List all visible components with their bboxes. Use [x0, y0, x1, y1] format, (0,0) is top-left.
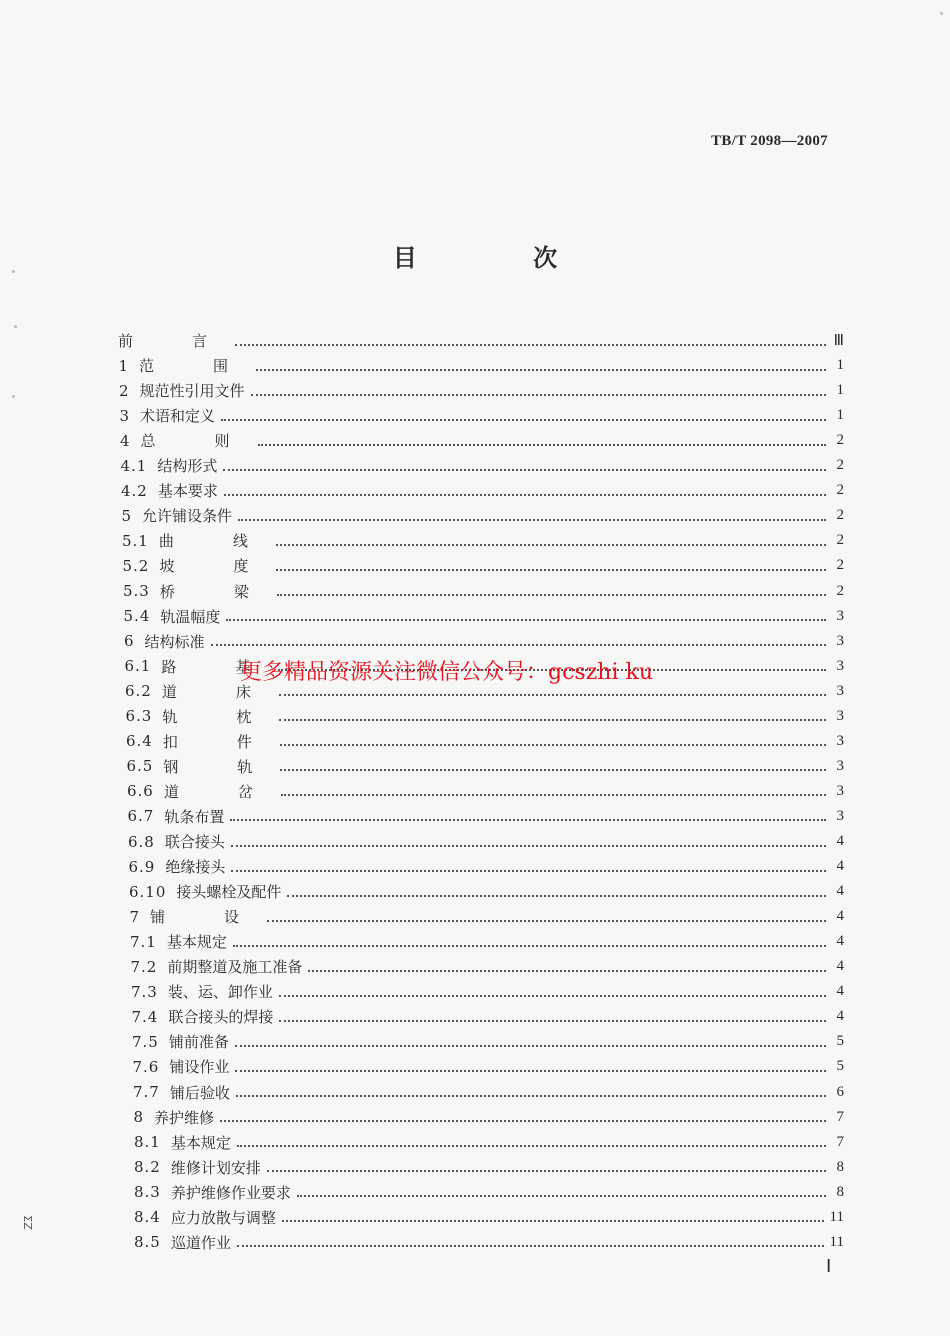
- toc-entry-label: 基本要求: [157, 482, 218, 501]
- toc-entry-number: 6: [124, 632, 135, 651]
- toc-entry[interactable]: [123, 579, 844, 604]
- toc-title: 目 次: [392, 244, 612, 272]
- toc-leader-dots: [267, 1168, 826, 1172]
- toc-entry-number: 8.3: [134, 1183, 161, 1202]
- toc-leader-dots: [211, 642, 826, 646]
- toc-entry-number: 5.1: [122, 531, 149, 550]
- toc-entry-label: 钢 轨: [163, 757, 275, 776]
- toc-entry[interactable]: [124, 604, 845, 629]
- toc-leader-dots: [223, 467, 826, 471]
- toc-entry[interactable]: [134, 1180, 844, 1205]
- toc-entry-label: 铺 设: [150, 908, 262, 927]
- toc-entry-label: 铺设作业: [169, 1058, 230, 1077]
- toc-leader-dots: [235, 342, 826, 346]
- toc-entry-page: Ⅲ: [833, 333, 844, 349]
- toc-entry-page: 2: [836, 482, 844, 499]
- toc-entry-label: 结构标准: [144, 632, 205, 651]
- toc-entry-page: 3: [836, 657, 844, 674]
- toc-entry[interactable]: [126, 729, 844, 754]
- toc-entry-label: 轨条布置: [164, 807, 225, 826]
- toc-entry-page: 11: [829, 1233, 844, 1250]
- scan-speck: [12, 395, 15, 398]
- toc-leader-dots: [256, 367, 826, 371]
- toc-leader-dots: [279, 717, 826, 721]
- toc-entry[interactable]: [122, 528, 844, 553]
- toc-leader-dots: [281, 792, 826, 796]
- toc-entry[interactable]: [133, 1054, 845, 1079]
- toc-entry-number: 6.4: [126, 732, 153, 751]
- toc-entry-label: 道 床: [161, 682, 273, 701]
- toc-leader-dots: [230, 817, 826, 821]
- toc-entry[interactable]: [132, 1029, 844, 1054]
- toc-entry[interactable]: [123, 553, 845, 578]
- toc-entry[interactable]: [133, 1080, 844, 1105]
- toc-entry-label: 坡 度: [159, 557, 271, 576]
- toc-entry-page: 11: [829, 1208, 844, 1225]
- toc-entry-label: 联合接头: [164, 833, 225, 851]
- toc-entry[interactable]: [134, 1205, 844, 1230]
- toc-entry-label: 养护维修: [154, 1108, 215, 1127]
- toc-entry-label: 规范性引用文件: [139, 382, 245, 401]
- toc-entry[interactable]: [127, 779, 844, 804]
- toc-entry-label: 术语和定义: [140, 407, 216, 426]
- toc-entry-page: 3: [836, 682, 844, 699]
- toc-entry-number: 6.8: [128, 832, 155, 851]
- toc-entry-label: 铺前准备: [168, 1033, 229, 1052]
- toc-entry-page: 6: [836, 1083, 844, 1100]
- toc-leader-dots: [237, 1143, 826, 1147]
- toc-entry-page: 4: [836, 883, 844, 900]
- toc-entry-label: 总 则: [140, 432, 252, 451]
- toc-leader-dots: [233, 943, 826, 947]
- toc-entry-page: 4: [836, 908, 844, 925]
- toc-entry-number: 6.3: [125, 707, 153, 726]
- toc-entry-label: 允许铺设条件: [142, 507, 233, 526]
- toc-entry-number: 6.7: [127, 807, 155, 826]
- toc-leader-dots: [221, 417, 826, 421]
- toc-entry-number: 6.9: [128, 857, 156, 876]
- toc-entry-page: 2: [836, 532, 844, 549]
- toc-entry-page: 7: [836, 1133, 844, 1150]
- toc-leader-dots: [258, 442, 826, 446]
- toc-entry-number: 8.1: [134, 1133, 161, 1152]
- toc-entry-label: 接头螺栓及配件: [176, 883, 282, 902]
- toc-entry-label: 养护维修作业要求: [170, 1183, 291, 1202]
- toc-entry-page: 3: [836, 607, 844, 624]
- toc-entry-label: 联合接头的焊接: [168, 1008, 274, 1027]
- toc-entry-number: 5.3: [123, 582, 150, 600]
- toc-entry-page: 1: [836, 382, 844, 399]
- toc-entry[interactable]: [132, 1004, 845, 1029]
- toc-leader-dots: [236, 1093, 826, 1097]
- toc-entry-number: 7: [129, 907, 141, 926]
- toc-entry-label: 轨 枕: [162, 707, 274, 726]
- toc-entry-label: 装、运、卸作业: [167, 983, 273, 1002]
- toc-entry-label: 结构形式: [157, 457, 218, 476]
- toc-leader-dots: [287, 893, 826, 897]
- toc-leader-dots: [297, 1193, 826, 1197]
- toc-entry-number: 7.5: [132, 1032, 159, 1051]
- toc-entry-label: 绝缘接头: [165, 858, 226, 877]
- toc-entry-label: 基本规定: [166, 933, 227, 952]
- toc-leader-dots: [251, 392, 826, 396]
- toc-leader-dots: [237, 1243, 824, 1247]
- toc-leader-dots: [238, 517, 826, 521]
- toc-entry-label: 扣 件: [162, 732, 274, 751]
- toc-entry-number: 7.3: [131, 982, 158, 1001]
- toc-entry-number: 4.1: [120, 456, 148, 475]
- toc-leader-dots: [280, 742, 826, 746]
- toc-entry-page: 3: [836, 782, 844, 799]
- toc-entry[interactable]: [120, 428, 844, 453]
- toc-entry[interactable]: [119, 353, 845, 378]
- toc-entry-page: 4: [836, 858, 844, 875]
- toc-entry[interactable]: [128, 804, 845, 829]
- toc-entry-label: 轨温幅度: [160, 607, 221, 626]
- toc-entry-page: 5: [836, 1058, 844, 1075]
- toc-entry-label: 铺后验收: [169, 1083, 230, 1102]
- toc-entry-page: 1: [836, 407, 844, 424]
- toc-entry-label: 应力放散与调整: [170, 1208, 276, 1227]
- toc-entry-number: 4: [120, 431, 131, 450]
- toc-entry-number: 6.1: [124, 657, 152, 676]
- toc-entry[interactable]: [130, 904, 845, 929]
- toc-leader-dots: [235, 1068, 826, 1072]
- toc-entry-page: 2: [836, 507, 844, 524]
- toc-entry-page: 3: [836, 757, 844, 774]
- toc-entry-number: 8.4: [134, 1208, 161, 1227]
- toc-entry-number: 1: [118, 356, 130, 375]
- toc-entry-label: 前 言: [118, 332, 230, 350]
- toc-entry-page: 8: [836, 1183, 844, 1200]
- toc-entry[interactable]: [127, 754, 845, 779]
- toc-leader-dots: [279, 692, 826, 696]
- toc-entry[interactable]: [131, 954, 845, 979]
- toc-entry-page: 4: [836, 1008, 844, 1025]
- toc-leader-dots: [231, 843, 826, 847]
- toc-entry-page: 2: [836, 457, 844, 474]
- toc-entry-page: 3: [836, 632, 844, 649]
- toc-entry[interactable]: [126, 704, 845, 729]
- toc-entry-label: 桥 梁: [159, 582, 271, 601]
- page-folio: Ⅰ: [826, 1256, 832, 1276]
- toc-leader-dots: [279, 993, 826, 997]
- toc-entry-number: 5.4: [123, 607, 151, 626]
- toc-entry-number: 6.5: [126, 757, 154, 776]
- toc-entry-number: 4.2: [121, 481, 148, 500]
- toc-entry-number: 7.4: [131, 1007, 159, 1026]
- toc-entry-label: 基本规定: [170, 1133, 231, 1152]
- toc-entry-label: 曲 线: [158, 532, 270, 551]
- toc-entry[interactable]: [122, 503, 845, 528]
- toc-entry-label: 维修计划安排: [170, 1158, 261, 1177]
- toc-entry-number: 7.6: [132, 1057, 160, 1076]
- toc-entry[interactable]: [121, 453, 845, 478]
- toc-entry-page: 4: [836, 833, 844, 849]
- toc-entry[interactable]: [121, 478, 844, 503]
- toc-entry-number: 3: [119, 406, 131, 425]
- toc-entry[interactable]: [134, 1155, 844, 1180]
- toc-entry-label: 前期整道及施工准备: [167, 958, 303, 977]
- toc-leader-dots: [279, 1018, 826, 1022]
- toc-leader-dots: [277, 592, 826, 596]
- toc-entry[interactable]: [120, 403, 845, 428]
- toc-entry-page: 8: [836, 1158, 844, 1175]
- toc-entry-number: 5: [121, 506, 133, 525]
- toc-entry[interactable]: [118, 328, 844, 353]
- toc-entry-number: 7.7: [133, 1083, 160, 1101]
- document-code: TB/T 2098—2007: [711, 133, 828, 149]
- toc-entry-page: 4: [836, 958, 844, 975]
- toc-entry-number: 8.5: [134, 1233, 161, 1252]
- toc-entry-label: 道 岔: [163, 782, 275, 801]
- toc-entry-number: 7.1: [130, 932, 157, 951]
- toc-leader-dots: [276, 542, 826, 546]
- toc-leader-dots: [267, 918, 826, 922]
- toc-entry-number: 6.2: [125, 682, 152, 701]
- toc-entry-number: 8: [133, 1108, 145, 1127]
- toc-leader-dots: [280, 767, 826, 771]
- toc-entry[interactable]: [124, 629, 844, 654]
- toc-entry-page: 7: [836, 1108, 844, 1125]
- scan-speck: [14, 325, 17, 328]
- toc-entry-number: 2: [119, 381, 130, 400]
- toc-entry-page: 3: [836, 707, 844, 724]
- toc-entry-label: 范 围: [139, 357, 251, 376]
- toc-entry-page: 3: [836, 807, 844, 824]
- toc-leader-dots: [276, 567, 826, 571]
- toc-entry[interactable]: [130, 929, 844, 954]
- toc-entry-page: 3: [836, 732, 844, 749]
- toc-entry-number: 6.6: [127, 782, 154, 801]
- toc-leader-dots: [282, 1218, 824, 1222]
- toc-entry-number: 6.10: [129, 882, 167, 901]
- toc-entry[interactable]: [134, 1130, 844, 1155]
- toc-entry-label: 路 基: [161, 657, 273, 676]
- toc-entry-page: 4: [836, 933, 844, 950]
- toc-entry-number: 7.2: [130, 957, 158, 976]
- toc-entry-page: 2: [836, 557, 844, 574]
- toc-leader-dots: [308, 968, 826, 972]
- toc-entry-page: 1: [836, 357, 844, 374]
- toc-entry-page: 2: [836, 432, 844, 449]
- scan-speck: [940, 12, 943, 15]
- toc-leader-dots: [226, 617, 826, 621]
- toc-entry-label: 巡道作业: [170, 1233, 231, 1252]
- margin-mark: ΣZ: [20, 1215, 34, 1230]
- toc-leader-dots: [235, 1043, 826, 1047]
- watermark-text: 更多精品资源关注微信公众号：gcszhi ku: [240, 660, 653, 685]
- toc-entry[interactable]: [128, 829, 844, 854]
- scan-speck: [12, 270, 15, 273]
- toc-entry-number: 5.2: [122, 556, 150, 575]
- toc-entry[interactable]: [134, 1230, 844, 1255]
- toc-entry-page: 4: [836, 983, 844, 1000]
- toc-leader-dots: [224, 492, 826, 496]
- toc-entry[interactable]: [129, 879, 844, 904]
- toc-entry[interactable]: [119, 378, 844, 403]
- toc-entry-page: 5: [836, 1033, 844, 1050]
- toc-entry[interactable]: [134, 1105, 845, 1130]
- toc-entry[interactable]: [129, 854, 845, 879]
- toc-leader-dots: [220, 1118, 826, 1122]
- toc-leader-dots: [231, 868, 826, 872]
- toc-entry-page: 2: [836, 582, 844, 599]
- toc-entry[interactable]: [131, 979, 844, 1004]
- toc-entry-number: 8.2: [134, 1158, 161, 1177]
